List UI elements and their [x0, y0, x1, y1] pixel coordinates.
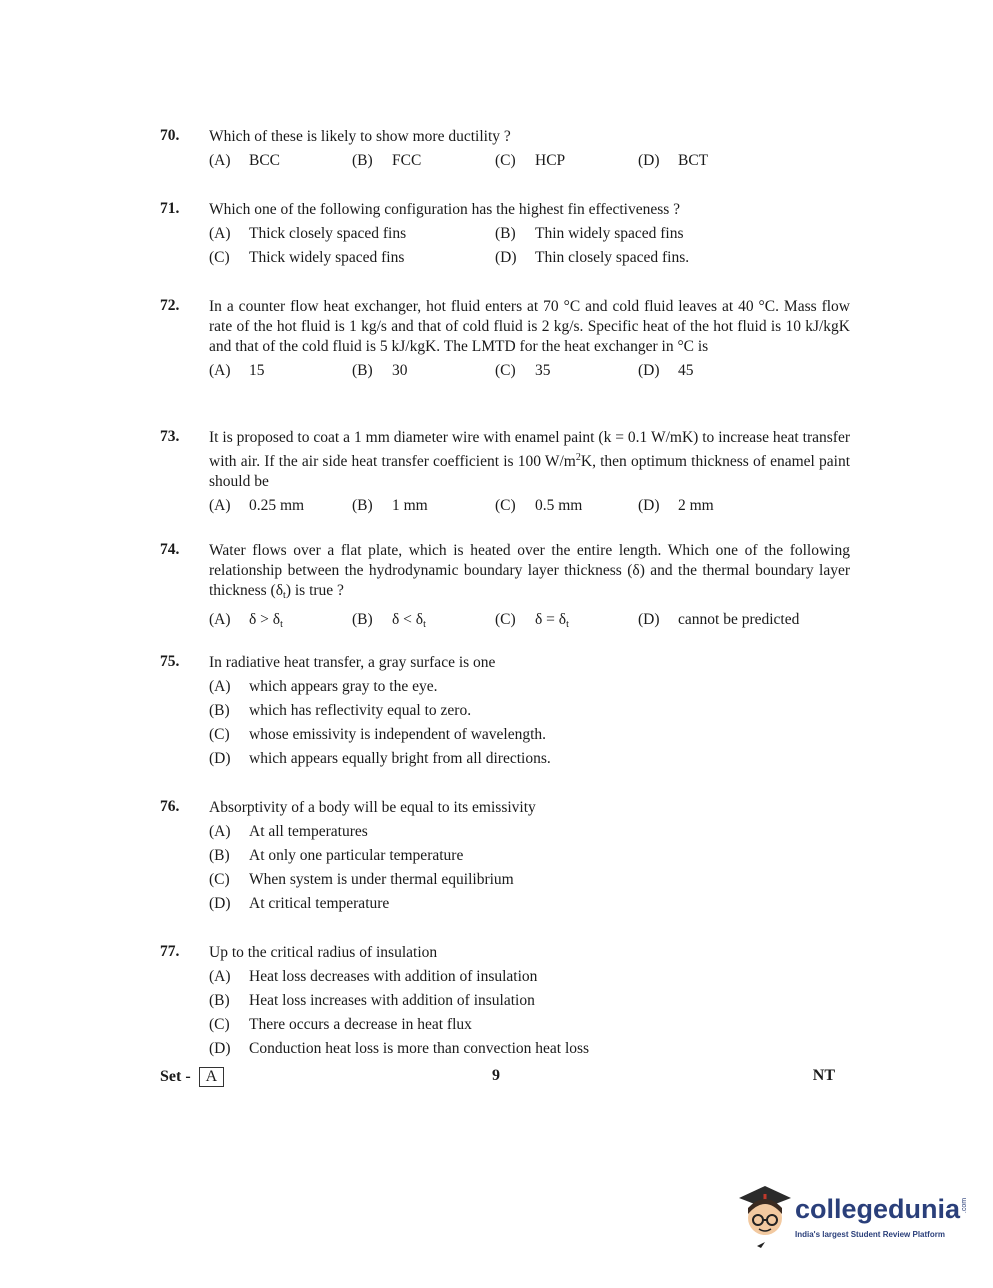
option-b: (B) FCC [352, 152, 422, 169]
collegedunia-logo [735, 1180, 969, 1250]
question-77 [160, 943, 850, 1063]
option-c: (C) 0.5 mm [495, 497, 583, 514]
option-d: (D) which appears equally bright from all directions. [209, 750, 551, 767]
question-72 [160, 297, 850, 381]
option-b: (B) $\delta < \delta_t$ [352, 611, 426, 630]
option-a: (A) At all temperatures [209, 823, 368, 840]
question-number: 77. [160, 943, 180, 960]
option-b: (B) Heat loss increases with addition of insulation [209, 992, 535, 1009]
question-text: Up to the critical radius of insulation [209, 944, 438, 961]
option-b: (B) 30 [352, 362, 408, 379]
question-number: 71. [160, 200, 180, 217]
option-a: (A) Thick closely spaced fins [209, 225, 407, 242]
mascot-icon [735, 1180, 793, 1250]
question-text: Which of these is likely to show more ductility ? [209, 128, 511, 145]
option-c: (C) 35 [495, 362, 551, 379]
question-number: 73. [160, 428, 180, 445]
option-a: (A) Heat loss decreases with addition of insulation [209, 968, 538, 985]
option-d: (D) 45 [638, 362, 694, 379]
question-text: In a counter flow heat exchanger, hot fluid enters at 70 °C and cold fluid leaves at 40 °C. Mass flow rate of the hot fluid is 1 kg/s and that of cold fluid is 2 kg/s. Specific heat of the hot fluid is 10 kJ/kgK and that of the cold fluid is 5 kJ/kgK. The LMTD for the heat exchanger in °C is [209, 298, 850, 355]
question-75 [160, 653, 850, 773]
option-a: (A) which appears gray to the eye. [209, 678, 438, 695]
option-d: (D) 2 mm [638, 497, 714, 514]
question-text: It is proposed to coat a 1 mm diameter wire with enamel paint (k = 0.1 W/mK) to increase heat transfer with air. If the air side heat transfer coefficient is 100 $W/m^2K$, then optimum thickness of enamel paint should be [209, 429, 851, 490]
option-a: (A) BCC [209, 152, 281, 169]
option-a: (A) $\delta > \delta_t$ [209, 611, 283, 630]
question-number: 76. [160, 798, 180, 815]
logo-tagline: India's largest Student Review Platform [795, 1230, 945, 1239]
question-number: 75. [160, 653, 180, 670]
question-76 [160, 798, 850, 918]
set-value-box: A [199, 1067, 225, 1087]
option-b: (B) 1 mm [352, 497, 428, 514]
option-a: (A) 0.25 mm [209, 497, 305, 514]
option-b: (B) Thin widely spaced fins [495, 225, 684, 242]
option-d: (D) At critical temperature [209, 895, 390, 912]
question-number: 70. [160, 127, 180, 144]
question-74 [160, 541, 850, 635]
question-71 [160, 200, 850, 268]
option-c: (C) When system is under thermal equilibrium [209, 871, 514, 888]
question-text: Absorptivity of a body will be equal to its emissivity [209, 799, 536, 816]
page-footer [160, 1067, 835, 1091]
page-number: 9 [492, 1067, 500, 1084]
option-c: (C) Thick widely spaced fins [209, 249, 405, 266]
option-d: (D) BCT [638, 152, 709, 169]
question-70 [160, 127, 850, 171]
option-d: (D) cannot be predicted [638, 611, 800, 628]
logo-suffix: .com [961, 1197, 969, 1214]
option-c: (C) $\delta = \delta_t$ [495, 611, 569, 630]
question-number: 72. [160, 297, 180, 314]
option-d: (D) Thin closely spaced fins. [495, 249, 690, 266]
option-b: (B) At only one particular temperature [209, 847, 464, 864]
question-text: Water flows over a flat plate, which is heated over the entire length. Which one of the following relationship between the hydrodynamic boundary layer thickness (δ) and the thermal boundary layer thickness $(\delta_t)$ is true ? [209, 542, 850, 601]
paper-code: NT [812, 1067, 835, 1084]
option-c: (C) There occurs a decrease in heat flux [209, 1016, 472, 1033]
question-text: In radiative heat transfer, a gray surface is one [209, 654, 496, 671]
option-c: (C) HCP [495, 152, 566, 169]
question-text: Which one of the following configuration has the highest fin effectiveness ? [209, 201, 681, 218]
question-number: 74. [160, 541, 180, 558]
question-73 [160, 428, 850, 516]
option-d: (D) Conduction heat loss is more than convection heat loss [209, 1040, 590, 1057]
option-a: (A) 15 [209, 362, 265, 379]
logo-wordmark: collegedunia [795, 1194, 961, 1224]
option-b: (B) which has reflectivity equal to zero. [209, 702, 472, 719]
option-c: (C) whose emissivity is independent of wavelength. [209, 726, 547, 743]
set-label: Set - [160, 1068, 191, 1085]
